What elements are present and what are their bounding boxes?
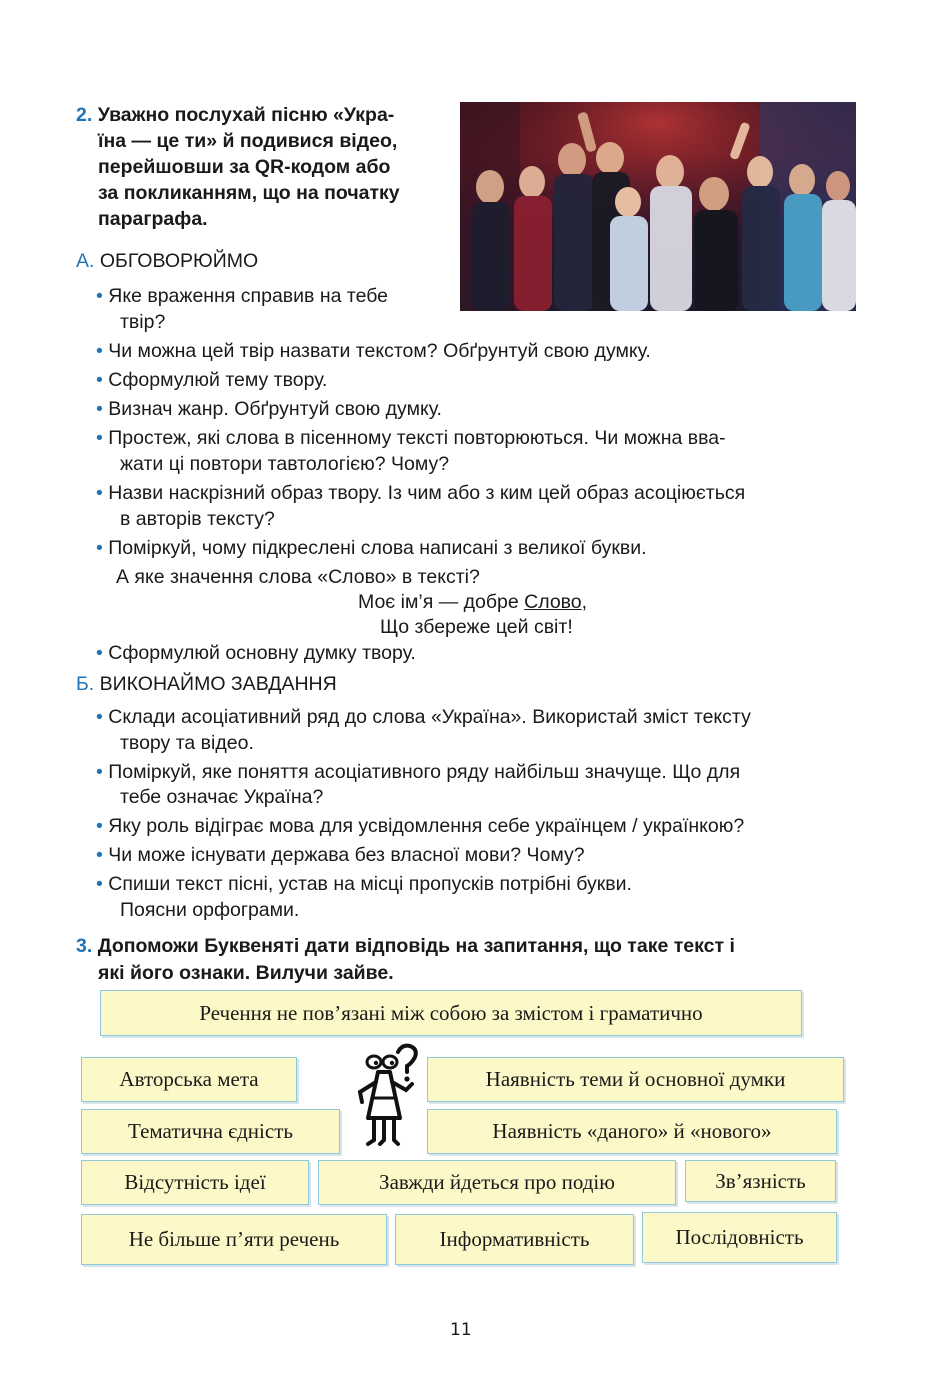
quote-line-1-start: Моє ім’я — добре xyxy=(358,591,525,613)
task2-heading xyxy=(76,102,394,128)
bullet-icon: • xyxy=(96,873,103,895)
section-a-item-1-cont: твір? xyxy=(120,311,166,333)
section-b-item-3 xyxy=(96,813,744,839)
section-b-title: ВИКОНАЙМО ЗАВДАННЯ xyxy=(99,673,337,695)
section-b-item-5-cont: Поясни орфограми. xyxy=(120,899,300,921)
bullet-icon: • xyxy=(96,706,103,728)
section-b-item-2-cont: тебе означає Україна? xyxy=(120,786,324,808)
section-b-letter: Б. xyxy=(76,673,95,695)
task3-heading xyxy=(76,933,735,959)
card-given-and-new[interactable]: Наявність «даного» й «нового» xyxy=(427,1109,837,1154)
quote-line-2: Що збереже цей світ! xyxy=(380,616,573,638)
task3-number: 3. xyxy=(76,935,93,957)
card-sequence[interactable]: Послідовність xyxy=(642,1212,837,1263)
section-b-item-1 xyxy=(96,704,751,730)
bukvenya-mascot-icon xyxy=(352,1042,426,1152)
card-max-five-sentences[interactable]: Не більше п’яти речень xyxy=(81,1214,387,1265)
item-text: Визнач жанр. Обґрунтуй свою думку. xyxy=(108,398,442,420)
item-text: Чи може існувати держава без власної мови? Чому? xyxy=(108,844,585,866)
task2-line-1: Уважно послухай пісню «Укра- xyxy=(97,104,395,126)
item-text: Назви наскрізний образ твору. Із чим або з ким цей образ асоціюється xyxy=(108,482,746,504)
item-text: Простеж, які слова в пісенному тексті повторюються. Чи можна вва- xyxy=(108,427,726,449)
section-b-item-5 xyxy=(96,871,632,897)
item-text: Сформулюй тему твору. xyxy=(108,369,328,391)
section-a-heading xyxy=(76,248,258,274)
section-a-item-4 xyxy=(96,396,442,422)
section-a-title: ОБГОВОРЮЙМО xyxy=(99,250,259,272)
item-text: Сформулюй основну думку твору. xyxy=(108,642,416,664)
card-thematic-unity[interactable]: Тематична єдність xyxy=(81,1109,340,1154)
task2-line-5: параграфа. xyxy=(98,208,208,230)
section-a-item-5 xyxy=(96,425,726,451)
task3-line-2: які його ознаки. Вилучи зайве. xyxy=(98,962,394,984)
section-a-item-6 xyxy=(96,480,745,506)
quote-line-1-end: , xyxy=(581,591,588,613)
bullet-icon: • xyxy=(96,398,103,420)
page-number: 11 xyxy=(450,1320,472,1340)
section-b-item-2 xyxy=(96,759,740,785)
item-text: Яку роль відіграє мова для усвідомлення себе українцем / українкою? xyxy=(108,815,745,837)
card-always-event[interactable]: Завжди йдеться про подію xyxy=(318,1160,676,1205)
item-text: Чи можна цей твір назвати текстом? Обґрунтуй свою думку. xyxy=(108,340,651,362)
bullet-icon: • xyxy=(96,482,103,504)
item-text: Поміркуй, чому підкреслені слова написані з великої букви. xyxy=(108,537,647,559)
bullet-icon: • xyxy=(96,285,103,307)
bullet-icon: • xyxy=(96,761,103,783)
task2-line-3: перейшовши за QR-кодом або xyxy=(98,156,391,178)
section-a-item-1 xyxy=(96,283,388,309)
bullet-icon: • xyxy=(96,642,103,664)
item-text: Поміркуй, яке поняття асоціативного ряду найбільш значуще. Що для xyxy=(108,761,741,783)
item-text: Склади асоціативний ряд до слова «Україна». Використай зміст тексту xyxy=(108,706,751,728)
section-b-heading xyxy=(76,671,337,697)
section-a-item-7 xyxy=(96,535,647,561)
quote-line-1 xyxy=(358,589,587,615)
task2-line-4: за покликанням, що на початку xyxy=(98,182,400,204)
concert-photo xyxy=(460,102,856,311)
section-b-item-4 xyxy=(96,842,585,868)
bullet-icon: • xyxy=(96,340,103,362)
card-informativeness[interactable]: Інформативність xyxy=(395,1214,634,1265)
card-theme-and-idea[interactable]: Наявність теми й основної думки xyxy=(427,1057,844,1102)
item-text: Спиши текст пісні, устав на місці пропусків потрібні букви. xyxy=(108,873,632,895)
section-a-last-item xyxy=(96,640,416,666)
concert-photo-illustration xyxy=(460,102,856,311)
card-coherence[interactable]: Зв’язність xyxy=(685,1160,836,1202)
section-a-item-3 xyxy=(96,367,327,393)
extra-question: А яке значення слова «Слово» в тексті? xyxy=(116,566,480,588)
card-no-idea[interactable]: Відсутність ідеї xyxy=(81,1160,309,1205)
bullet-icon: • xyxy=(96,427,103,449)
task3-line-1: Допоможи Буквеняті дати відповідь на запитання, що таке текст і xyxy=(97,935,735,957)
section-a-item-6-cont: в авторів тексту? xyxy=(120,508,275,530)
bullet-icon: • xyxy=(96,369,103,391)
section-a-letter: А. xyxy=(76,250,95,272)
section-a-item-2 xyxy=(96,338,651,364)
bullet-icon: • xyxy=(96,844,103,866)
bullet-icon: • xyxy=(96,815,103,837)
section-a-item-5-cont: жати ці повтори тавтологією? Чому? xyxy=(120,453,450,475)
card-author-purpose[interactable]: Авторська мета xyxy=(81,1057,297,1102)
task2-line-2: їна — це ти» й подивися відео, xyxy=(98,130,398,152)
task2-number: 2. xyxy=(76,104,93,126)
card-sentences-not-linked[interactable]: Речення не пов’язані між собою за змістом і граматично xyxy=(100,990,802,1036)
item-text: Яке враження справив на тебе xyxy=(108,285,388,307)
bullet-icon: • xyxy=(96,537,103,559)
section-b-item-1-cont: твору та відео. xyxy=(120,732,254,754)
underlined-word: Слово xyxy=(524,591,582,613)
